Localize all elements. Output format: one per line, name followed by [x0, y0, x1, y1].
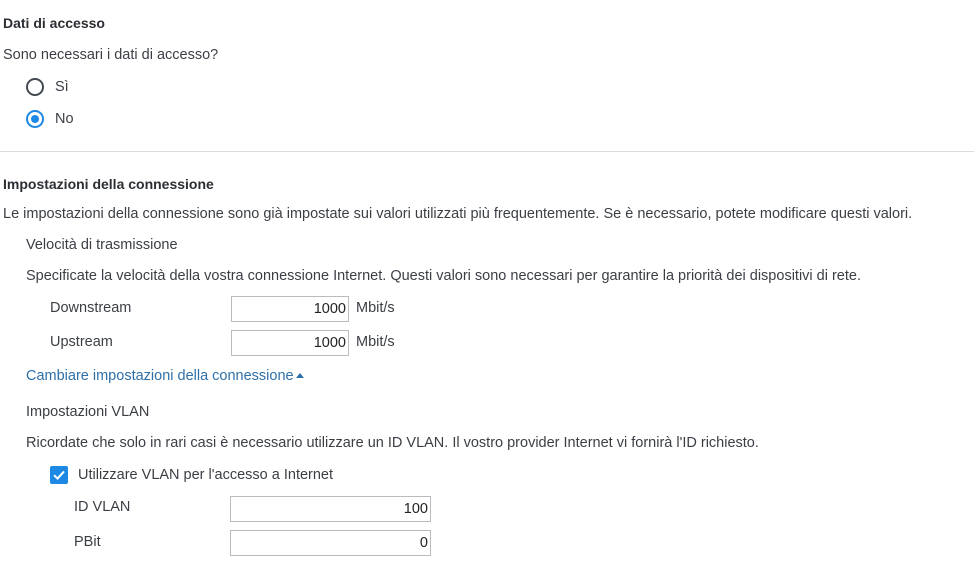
connection-section-title: Impostazioni della connessione	[3, 176, 214, 192]
downstream-unit: Mbit/s	[356, 300, 395, 316]
upstream-unit: Mbit/s	[356, 334, 395, 350]
radio-yes-label: Sì	[55, 79, 69, 95]
connection-description: Le impostazioni della connessione sono già impostate sui valori utilizzati più frequentemente. Se è necessario, potete modificare questi valori.	[3, 206, 913, 222]
speed-title: Velocità di trasmissione	[26, 237, 178, 253]
radio-no-label: No	[55, 111, 74, 127]
speed-description: Specificate la velocità della vostra connessione Internet. Questi valori sono necessari per garantire la priorità dei dispositivi di rete.	[26, 268, 861, 284]
checkmark-icon	[52, 468, 66, 482]
upstream-label: Upstream	[50, 334, 113, 350]
radio-yes-control[interactable]	[26, 78, 44, 96]
upstream-input[interactable]	[231, 330, 349, 356]
radio-option-yes[interactable]	[26, 78, 69, 96]
section-divider	[0, 151, 974, 152]
use-vlan-checkbox[interactable]	[50, 466, 68, 484]
access-question: Sono necessari i dati di accesso?	[3, 47, 219, 63]
vlan-id-input[interactable]	[230, 496, 431, 522]
pbit-label: PBit	[74, 534, 101, 550]
use-vlan-option[interactable]	[50, 466, 333, 484]
access-section-title: Dati di accesso	[3, 15, 105, 31]
change-connection-settings-label: Cambiare impostazioni della connessione	[26, 368, 294, 384]
pbit-input[interactable]	[230, 530, 431, 556]
downstream-label: Downstream	[50, 300, 132, 316]
caret-up-icon	[296, 373, 304, 378]
vlan-id-label: ID VLAN	[74, 499, 131, 515]
vlan-description: Ricordate che solo in rari casi è necessario utilizzare un ID VLAN. Il vostro provider Internet vi fornirà l'ID richiesto.	[26, 435, 759, 451]
radio-option-no[interactable]	[26, 110, 74, 128]
downstream-input[interactable]	[231, 296, 349, 322]
use-vlan-label: Utilizzare VLAN per l'accesso a Internet	[78, 467, 334, 483]
radio-no-control[interactable]	[26, 110, 44, 128]
vlan-title: Impostazioni VLAN	[26, 404, 150, 420]
change-connection-settings-link[interactable]	[26, 368, 304, 384]
